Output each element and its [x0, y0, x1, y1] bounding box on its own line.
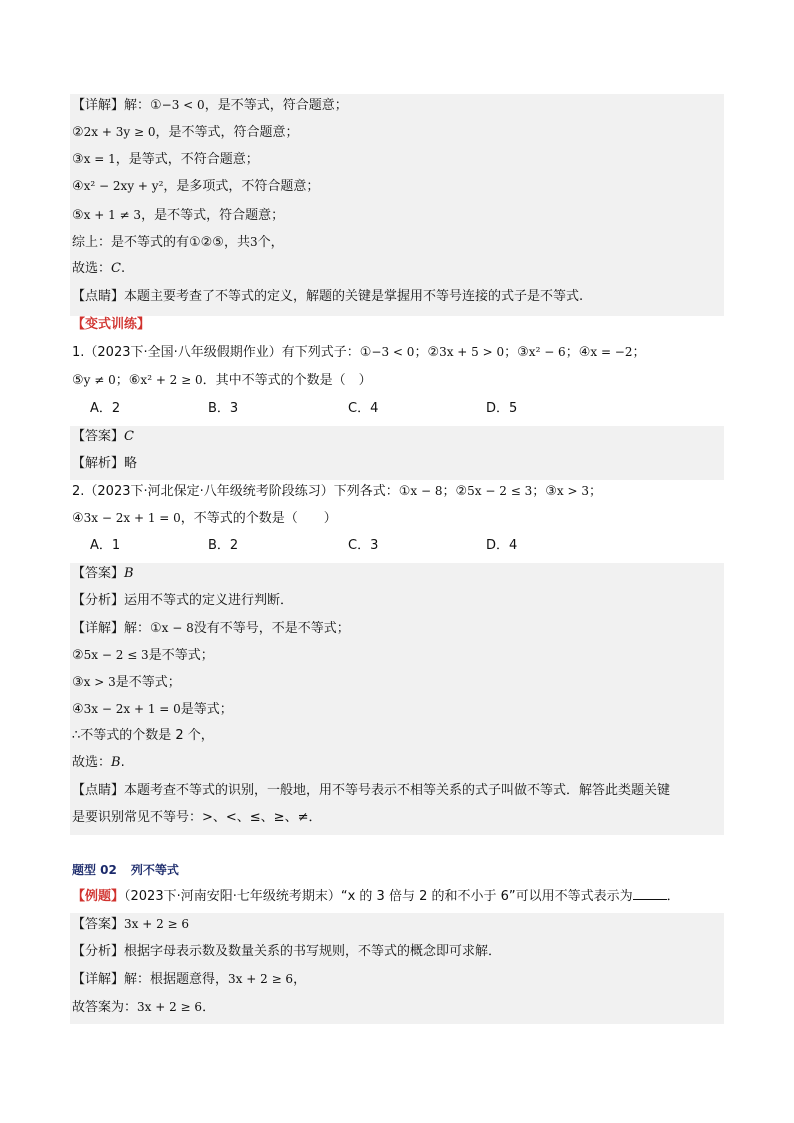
q2-detail-line: 故选：B. [72, 755, 125, 770]
q2-comment-line2: 是要识别常见不等号：>、<、≤、≥、≠． [72, 810, 322, 825]
q1-option-d: D．5 [486, 401, 518, 416]
example-stem: 【例题】（2023下·河南安阳·七年级统考期末）“x 的 3 倍与 2 的和不小于 6”可以用不等式表示为 ． [72, 889, 680, 904]
q2-detail-line: 【详解】解：①x − 8没有不等号，不是不等式； [72, 621, 350, 636]
q2-option-a: A．1 [90, 538, 121, 553]
q2-option-d: D．4 [486, 538, 518, 553]
variant-training-title: 【变式训练】 [72, 317, 151, 332]
comment-line: 【点睛】本题主要考查了不等式的定义，解题的关键是掌握用不等号连接的式子是不等式. [72, 289, 584, 304]
example-answer: 【答案】3x + 2 ≥ 6 [72, 917, 190, 932]
q1-analysis: 【解析】略 [72, 456, 138, 471]
answer-blank [633, 887, 667, 900]
q2-analysis: 【分析】运用不等式的定义进行判断． [72, 593, 294, 608]
solution-line: ④x² − 2xy + y²，是多项式，不符合题意； [72, 179, 320, 194]
solution-line: ②2x + 3y ≥ 0，是不等式，符合题意； [72, 125, 299, 140]
solution-line: 故选：C. [72, 261, 126, 276]
q1-stem-line1: 1.（2023下·全国·八年级假期作业）有下列式子：①−3 < 0；②3x + 5 > 0；③x² − 6；④x = −2； [72, 345, 646, 360]
q1-option-c: C．4 [348, 401, 379, 416]
q2-detail-line: ③x > 3是不等式； [72, 675, 181, 690]
q1-option-a: A．2 [90, 401, 121, 416]
solution-line: 综上：是不等式的有①②⑤，共3个， [72, 235, 284, 250]
example-final-answer: 故答案为：3x + 2 ≥ 6． [72, 1000, 216, 1015]
q2-comment-line1: 【点睛】本题考查不等式的识别，一般地，用不等号表示不相等关系的式子叫做不等式．解答此类题关键 [72, 783, 671, 798]
q2-detail-line: ④3x − 2x + 1 = 0是等式； [72, 702, 233, 717]
solution-line: ⑤x + 1 ≠ 3，是不等式，符合题意； [72, 208, 285, 223]
q2-option-b: B．2 [208, 538, 239, 553]
q1-answer-box [70, 426, 724, 480]
type02-heading: 题型 02 列不等式 [72, 863, 179, 877]
solution-line: 【详解】解：①−3 < 0，是不等式，符合题意； [72, 98, 348, 113]
q1-option-b: B．3 [208, 401, 239, 416]
example-analysis: 【分析】根据字母表示数及数量关系的书写规则，不等式的概念即可求解． [72, 944, 502, 959]
solution-line: ③x = 1，是等式，不符合题意； [72, 152, 259, 167]
q2-answer: 【答案】B [72, 566, 134, 581]
q2-detail-line: ②5x − 2 ≤ 3是不等式； [72, 648, 214, 663]
q1-answer: 【答案】C [72, 429, 134, 444]
q2-stem-line1: 2.（2023下·河北保定·八年级统考阶段练习）下列各式：①x − 8；②5x − 2 ≤ 3；③x > 3； [72, 484, 602, 499]
q2-option-c: C．3 [348, 538, 379, 553]
q1-stem-line2: ⑤y ≠ 0；⑥x² + 2 ≥ 0．其中不等式的个数是（ ） [72, 373, 372, 388]
example-detail: 【详解】解：根据题意得，3x + 2 ≥ 6， [72, 972, 307, 987]
q2-detail-line: ∴不等式的个数是 2 个， [72, 728, 214, 743]
q2-stem-line2: ④3x − 2x + 1 = 0，不等式的个数是（ ） [72, 511, 337, 526]
